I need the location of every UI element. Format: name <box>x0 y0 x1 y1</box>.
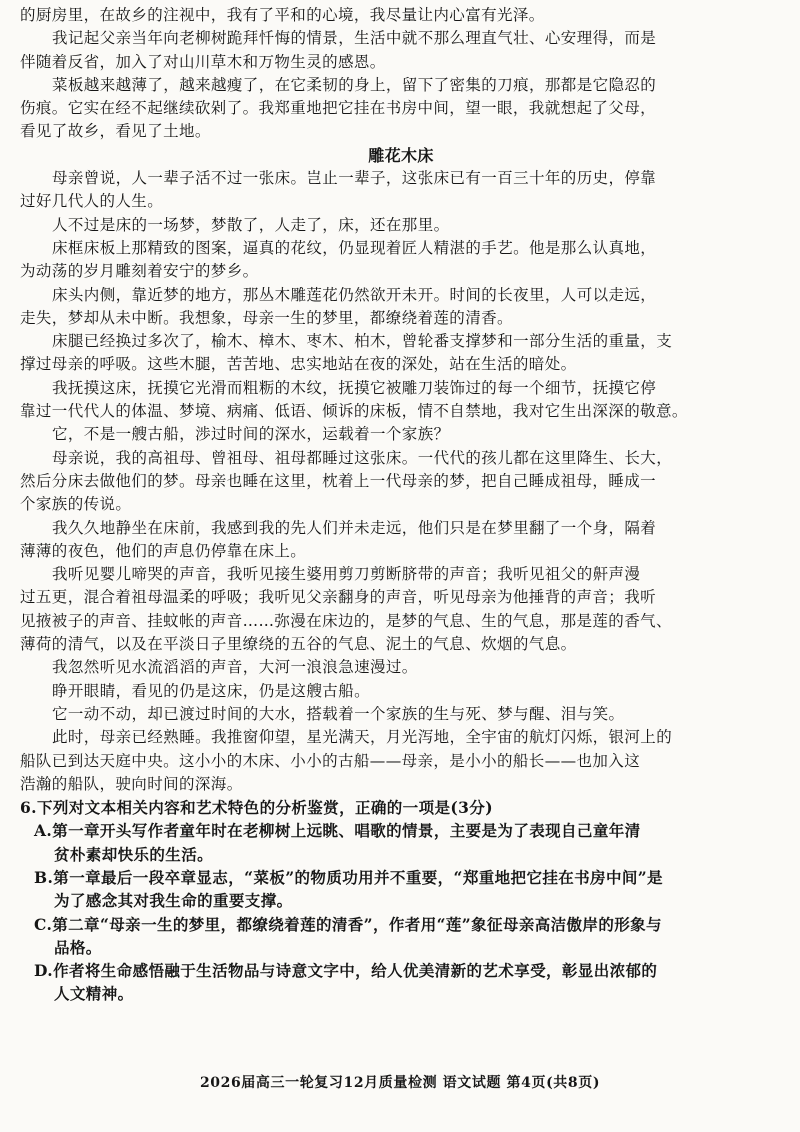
text-line: 母亲曾说，人一辈子活不过一张床。岂止一辈子，这张床已有一百三十年的历史，停靠 <box>52 169 657 188</box>
option-text: A.第一章开头写作者童年时在老柳树上远眺、唱歌的情景，主要是为了表现自己童年清 <box>34 821 641 841</box>
text-line: 床框床板上那精致的图案，逼真的花纹，仍显现着匠人精湛的手艺。他是那么认真地， <box>52 238 657 257</box>
option-b[interactable] <box>20 866 782 913</box>
text-line: 船队已到达天庭中央。这小小的木床、小小的古船——母亲，是小小的船长——也加入这 <box>20 751 641 770</box>
text-line: 我听见婴儿啼哭的声音，我听见接生婆用剪刀剪断脐带的声音；我听见祖父的鼾声漫 <box>52 565 641 584</box>
text-line: 薄薄的夜色，他们的声息仍停靠在床上。 <box>20 541 307 560</box>
text-line: 靠过一代代人的体温、梦境、病痛、低语、倾诉的床板，情不自禁地，我对它生出深深的敬意。 <box>20 402 688 421</box>
text-line: 它，不是一艘古船，渉过时间的深水，运载着一个家族？ <box>52 425 450 444</box>
text-line: 过五更，混合着祖母温柔的呼吸；我听见父亲翻身的声音，听见母亲为他捶背的声音；我听 <box>20 588 657 607</box>
section1-text <box>20 4 782 144</box>
option-text: B.第一章最后一段卒章显志，“菜板”的物质功用并不重要，“郑重地把它挂在书房中间”是 <box>34 867 663 887</box>
question-6 <box>20 796 782 1006</box>
text-line: 我久久地静坐在床前，我感到我的先人们并未走远，他们只是在梦里翻了一个身，隔着 <box>52 518 657 537</box>
option-text: C.第二章“母亲一生的梦里，都缭绕着莲的清香”，作者用“莲”象征母亲高洁傲岸的形象与 <box>34 914 662 934</box>
text-line: 的厨房里，在故乡的注视中，我有了平和的心境，我尽量让内心富有光泽。 <box>20 6 545 24</box>
option-text: 品格。 <box>54 937 102 957</box>
text-line: 母亲说，我的高祖母、曾祖母、祖母都睡过这张床。一代代的孩儿都在这里降生、长大， <box>52 448 673 467</box>
text-line: 薄荷的清气，以及在平淡日子里缭绕的五谷的气息、泥土的气息、炊烟的气息。 <box>20 635 577 654</box>
page-footer: 2026届高三一轮复习12月质量检测 语文试题 第4页(共8页) <box>199 1075 601 1091</box>
text-line: 为动荡的岁月雕刻着安宁的梦乡。 <box>20 262 259 281</box>
option-a[interactable] <box>20 819 782 866</box>
text-line: 我忽然听见水流滔滔的声音，大河一浪浪急速漫过。 <box>52 658 418 677</box>
option-text: D.作者将生命感悟融于生活物品与诗意文字中，给人优美清新的艺术享受，彰显出浓郁的 <box>34 961 658 981</box>
text-line: 撑过母亲的呼吸。这些木腿，苦苦地、忠实地站在夜的深处，站在生活的暗处。 <box>20 355 577 374</box>
option-c[interactable] <box>20 913 782 960</box>
text-line: 人不过是床的一场梦，梦散了，人走了，床，还在那里。 <box>52 215 450 234</box>
text-line: 此时，母亲已经熟睡。我推窗仰望，星光满天，月光泻地，全宇宙的航灯闪烁，银河上的 <box>52 728 673 747</box>
text-line: 伤痕。它实在经不起继续砍剁了。我郑重地把它挂在书房中间，望一眼，我就想起了父母， <box>20 99 657 118</box>
text-line: 然后分床去做他们的梦。母亲也睡在这里，枕着上一代母亲的梦，把自己睡成祖母，睡成一 <box>20 471 657 490</box>
text-line: 浩瀚的船队，驶向时间的深海。 <box>20 774 243 793</box>
text-line: 伴随着反省，加入了对山川草木和万物生灵的感恩。 <box>20 52 386 71</box>
text-line: 床腿已经换过多次了，榆木、樟木、枣木、柏木，曾轮番支撑梦和一部分生活的重量，支 <box>52 332 673 351</box>
text-line: 个家族的传说。 <box>20 495 132 514</box>
text-line: 看见了故乡，看见了土地。 <box>20 122 211 141</box>
option-text: 贫朴素却快乐的生活。 <box>54 844 214 864</box>
section2-text <box>20 167 782 796</box>
text-line: 睁开眼睛，看见的仍是这床，仍是这艘古船。 <box>52 681 371 700</box>
option-d[interactable] <box>20 959 782 1006</box>
text-line: 我记起父亲当年向老柳树跪拜忏悔的情景，生活中就不那么理直气壮、心安理得，而是 <box>52 29 657 48</box>
text-line: 走失，梦却从未中断。我想象，母亲一生的梦里，都缭绕着莲的清香。 <box>20 308 513 327</box>
text-line: 我抚摸这床，抚摸它光滑而粗粝的木纹，抚摸它被雕刀装饰过的每一个细节，抚摸它停 <box>52 378 657 397</box>
question-stem: 6.下列对文本相关内容和艺术特色的分析鉴赏，正确的一项是(3分) <box>20 798 493 818</box>
option-text: 为了感念其对我生命的重要支撑。 <box>54 891 293 911</box>
text-line: 过好几代人的人生。 <box>20 192 164 211</box>
section-title: 雕花木床 <box>368 145 434 165</box>
text-line: 床头内侧，靠近梦的地方，那丛木雕莲花仍然欲开未开。时间的长夜里，人可以走远， <box>52 285 657 304</box>
text-line: 见掖被子的声音、挂蚊帐的声音……弥漫在床边的，是梦的气息、生的气息，那是莲的香气、 <box>20 611 672 630</box>
text-line: 它一动不动，却已渡过时间的大水，搭载着一个家族的生与死、梦与醒、泪与笑。 <box>52 704 625 723</box>
option-text: 人文精神。 <box>54 984 134 1004</box>
text-line: 菜板越来越薄了，越来越瘦了，在它柔韧的身上，留下了密集的刀痕，那都是它隐忍的 <box>52 75 657 94</box>
